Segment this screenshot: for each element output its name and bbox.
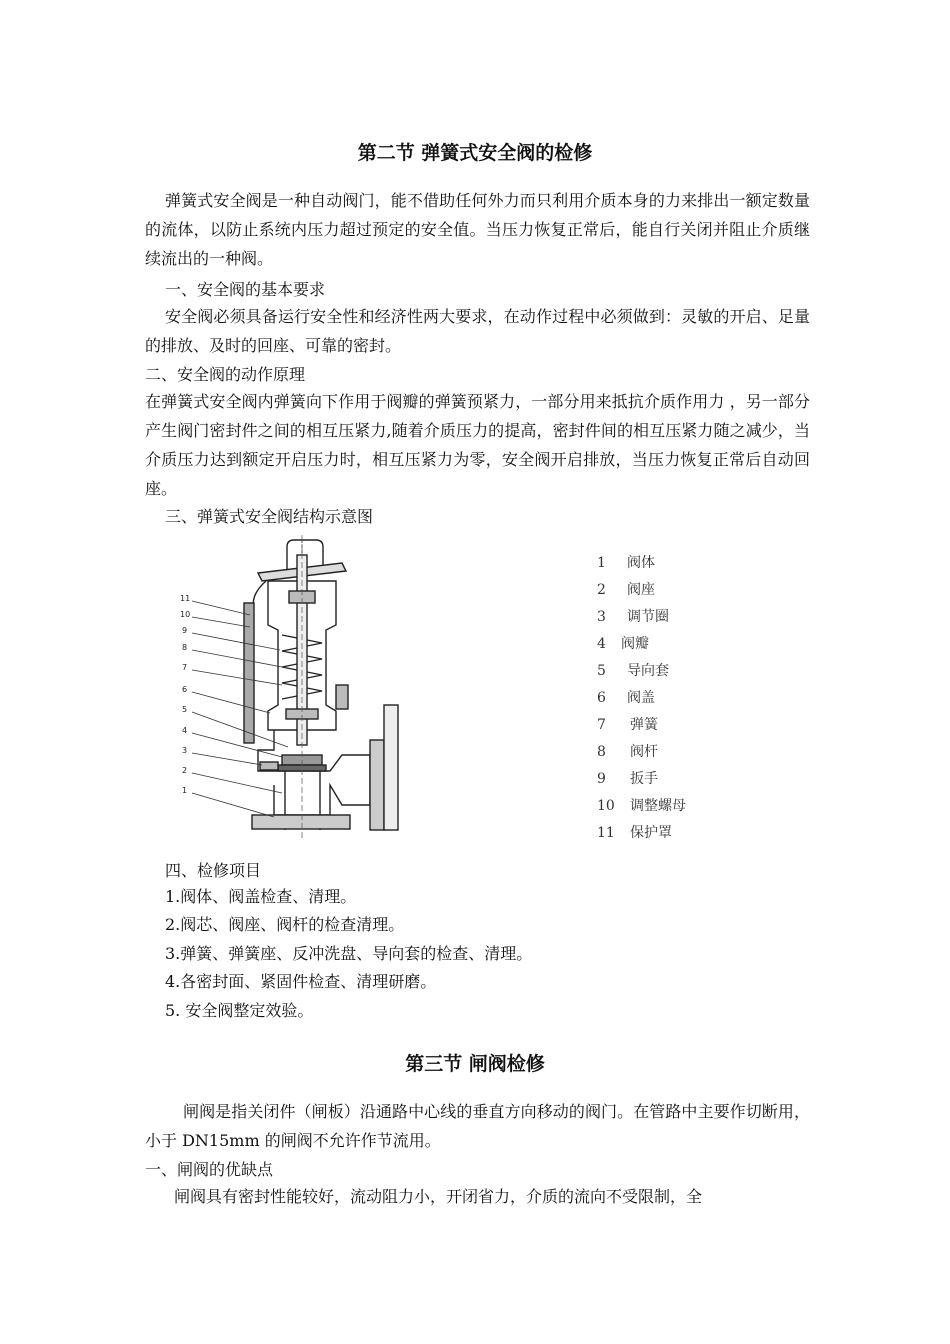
legend-label: 调节圈 [627, 609, 669, 625]
diagram-number-4: 4 [182, 726, 188, 735]
legend-number: 1 [597, 555, 606, 571]
legend-label: 弹簧 [630, 717, 658, 733]
legend-label: 保护罩 [630, 825, 672, 841]
legend-item [597, 550, 797, 577]
legend-item [597, 739, 797, 766]
legend-item [597, 766, 797, 793]
legend-number: 4 [597, 636, 606, 652]
legend-number: 2 [597, 582, 606, 598]
legend-label: 扳手 [630, 771, 658, 787]
legend-label: 阀瓣 [621, 636, 649, 652]
legend-label: 调整螺母 [630, 798, 686, 814]
maintenance-item: 3.弹簧、弹簧座、反冲洗盘、导向套的检查、清理。 [165, 944, 533, 963]
gate-valve-pros-cons-text: 闸阀具有密封性能较好，流动阻力小，开闭省力，介质的流向不受限制，全 [174, 1187, 703, 1206]
diagram-number-3: 3 [182, 746, 188, 755]
legend-number: 8 [597, 744, 606, 760]
diagram-number-5: 5 [182, 705, 188, 714]
legend-label: 阀盖 [627, 690, 655, 706]
diagram-number-8: 8 [182, 643, 188, 652]
legend-number: 5 [597, 663, 606, 679]
gate-valve-pros-cons-heading: 一、闸阀的优缺点 [145, 1160, 274, 1179]
legend-number: 3 [597, 609, 606, 625]
diagram-number-11: 11 [180, 594, 191, 603]
diagram-number-2: 2 [182, 766, 188, 775]
legend-label: 阀杆 [630, 744, 658, 760]
legend-number: 7 [597, 717, 606, 733]
section3-intro: 闸阀是指关闭件（闸板）沿通路中心线的垂直方向移动的阀门。在管路中主要作切断用，小于 DN15mm 的闸阀不允许作节流用。 [145, 1102, 810, 1150]
diagram-number-10: 10 [180, 610, 191, 619]
legend-item [597, 712, 797, 739]
legend-item [597, 685, 797, 712]
legend-label: 阀座 [627, 582, 655, 598]
diagram-number-6: 6 [182, 685, 188, 694]
legend-item [597, 658, 797, 685]
maintenance-item: 4.各密封面、紧固件检查、清理研磨。 [165, 972, 437, 991]
principle-heading: 二、安全阀的动作原理 [145, 365, 306, 384]
legend-label: 导向套 [627, 663, 669, 679]
legend-item [597, 577, 797, 604]
maintenance-heading: 四、检修项目 [165, 861, 262, 880]
legend-number: 10 [597, 798, 615, 814]
principle-text: 在弹簧式安全阀内弹簧向下作用于阀瓣的弹簧预紧力，一部分用来抵抗介质作用力 ，另一部分产生阀门密封件之间的相互压紧力,随着介质压力的提高，密封件间的相互压紧力随之减少，当介质压力达到额定开启压力时，相互压紧力为零，安全阀开启排放，当压力恢复正常后自动回座。 [145, 392, 810, 498]
maintenance-item: 2.阀芯、阀座、阀杆的检查清理。 [165, 915, 405, 934]
legend-number: 11 [597, 825, 615, 841]
legend-number: 6 [597, 690, 606, 706]
section2-title: 第二节 弹簧式安全阀的检修 [357, 142, 593, 164]
legend-item [597, 820, 797, 847]
maintenance-item: 1.阀体、阀盖检查、清理。 [165, 887, 357, 906]
diagram-heading: 三、弹簧式安全阀结构示意图 [165, 507, 374, 526]
parts-legend [597, 550, 797, 847]
diagram-number-9: 9 [182, 626, 188, 635]
section3-title: 第三节 闸阀检修 [405, 1053, 545, 1075]
safety-valve-diagram [170, 535, 410, 840]
diagram-number-7: 7 [182, 663, 188, 672]
basic-requirements-heading: 一、安全阀的基本要求 [165, 280, 326, 299]
legend-item [597, 793, 797, 820]
maintenance-item: 5. 安全阀整定效验。 [165, 1001, 314, 1020]
legend-item [597, 604, 797, 631]
basic-requirements-text: 安全阀必须具备运行安全性和经济性两大要求，在动作过程中必须做到：灵敏的开启、足量的排放、及时的回座、可靠的密封。 [145, 307, 810, 355]
legend-item [597, 631, 797, 658]
section2-intro: 弹簧式安全阀是一种自动阀门，能不借助任何外力而只利用介质本身的力来排出一额定数量的流体，以防止系统内压力超过预定的安全值。当压力恢复正常后，能自行关闭并阻止介质继续流出的一种阀。 [145, 191, 810, 268]
diagram-number-1: 1 [182, 786, 188, 795]
legend-label: 阀体 [627, 555, 655, 571]
legend-number: 9 [597, 771, 606, 787]
